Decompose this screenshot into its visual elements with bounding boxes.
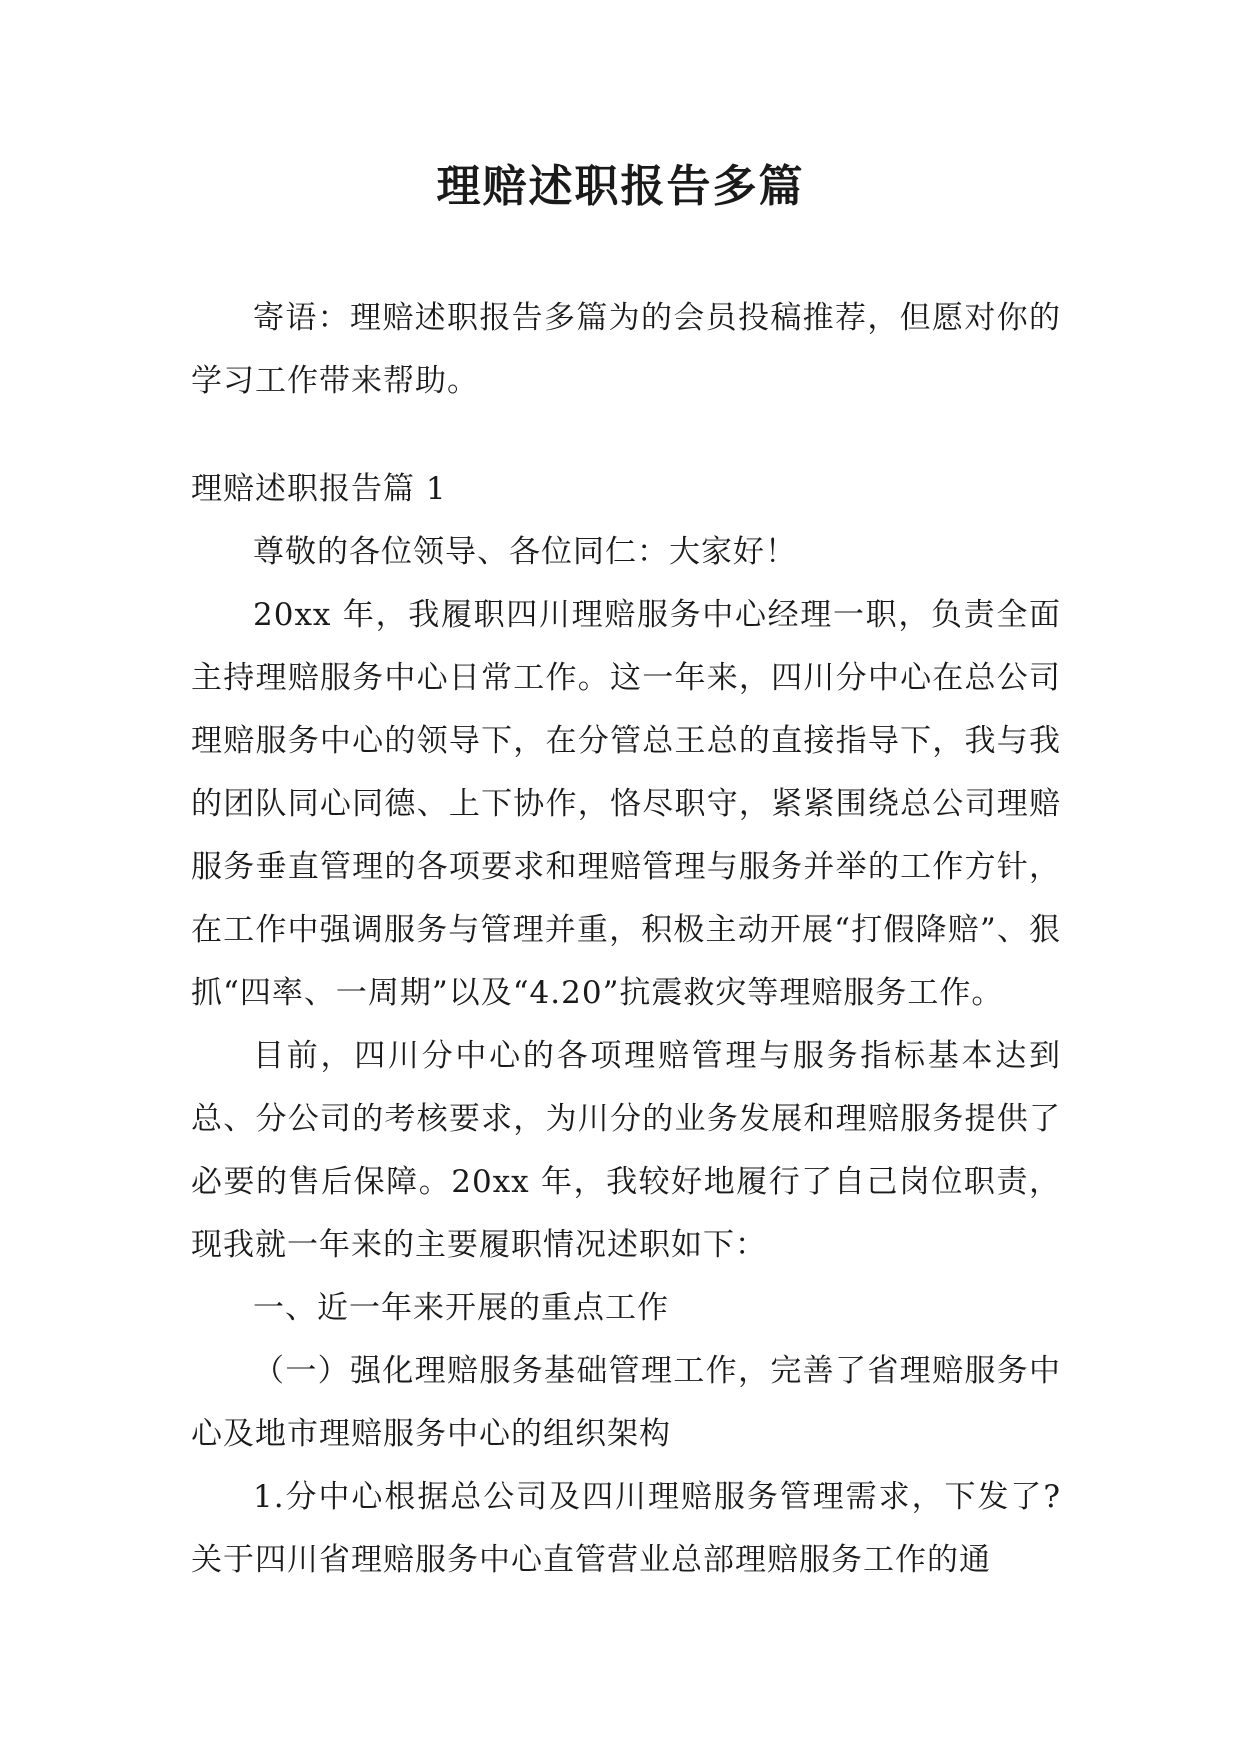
greeting-paragraph: 尊敬的各位领导、各位同仁：大家好！ — [253, 534, 797, 570]
intro-paragraph: 寄语：理赔述职报告多篇为的会员投稿推荐，但愿对你的学习工作带来帮助。 — [191, 300, 1061, 399]
subsection-heading: 一、近一年来开展的重点工作 — [253, 1290, 669, 1326]
body-paragraph: 目前，四川分中心的各项理赔管理与服务指标基本达到总、分公司的考核要求，为川分的业务发展和理赔服务提供了必要的售后保障。20xx 年，我较好地履行了自己岗位职责，现我就一年来的主要履职情况述职如下： — [191, 1038, 1061, 1263]
list-item-paragraph: 1.分中心根据总公司及四川理赔服务管理需求，下发了?关于四川省理赔服务中心直管营业总部理赔服务工作的通 — [191, 1479, 1061, 1578]
section-heading: 理赔述职报告篇 1 — [191, 471, 447, 507]
subsection-heading: （一）强化理赔服务基础管理工作，完善了省理赔服务中心及地市理赔服务中心的组织架构 — [191, 1353, 1061, 1452]
body-paragraph: 20xx 年，我履职四川理赔服务中心经理一职，负责全面主持理赔服务中心日常工作。这一年来，四川分中心在总公司理赔服务中心的领导下，在分管总王总的直接指导下，我与我的团队同心同德、上下协作，恪尽职守，紧紧围绕总公司理赔服务垂直管理的各项要求和理赔管理与服务并举的工作方针，在工作中强调服务与管理并重，积极主动开展“打假降赔”、狠抓“四率、一周期”以及“4.20”抗震救灾等理赔服务工作。 — [191, 597, 1061, 1011]
document-title: 理赔述职报告多篇 — [436, 161, 805, 212]
